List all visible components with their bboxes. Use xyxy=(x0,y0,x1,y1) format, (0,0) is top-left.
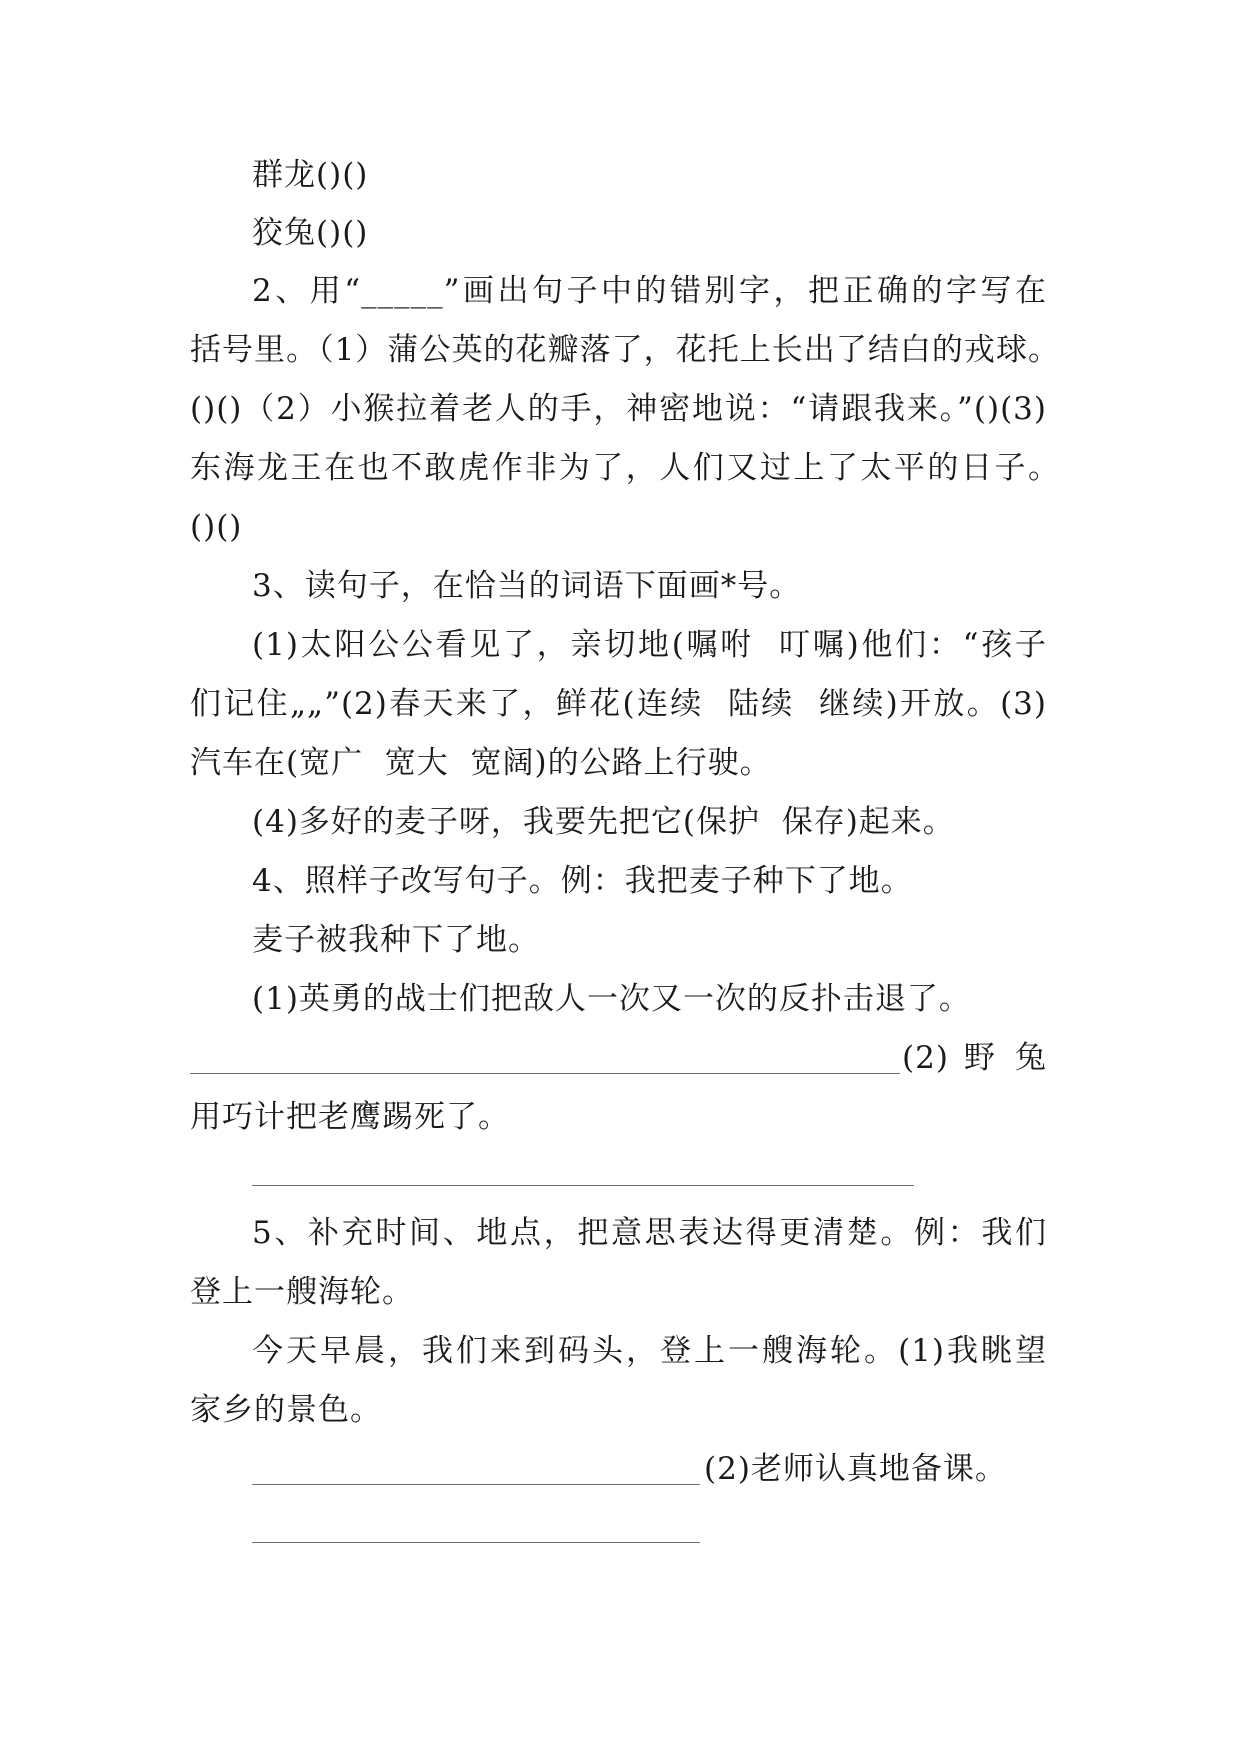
question-3-prompt: 3、读句子，在恰当的词语下面画*号。 xyxy=(252,568,802,604)
question-2-line-5: ()() xyxy=(190,509,243,545)
question-3-line-2: (1)太阳公公看见了，亲切地(嘱咐 叮嘱)他们：“孩子 xyxy=(252,627,1047,663)
question-4-item-2-end: 用巧计把老鹰踢死了。 xyxy=(190,1099,510,1135)
question-4-example: 麦子被我种下了地。 xyxy=(252,922,540,958)
answer-line-4[interactable] xyxy=(252,1542,700,1543)
text-line-1: 群龙()() xyxy=(252,157,369,193)
question-2-line-4: 东海龙王在也不敢虎作非为了，人们又过上了太平的日子。 xyxy=(190,450,1060,486)
question-5-item-2: (2)老师认真地备课。 xyxy=(704,1451,1007,1487)
answer-line-3[interactable] xyxy=(252,1484,700,1485)
question-5-item-1: 家乡的景色。 xyxy=(190,1392,382,1428)
text-line-2: 狡兔()() xyxy=(252,215,369,251)
question-4-item-1: (1)英勇的战士们把敌人一次又一次的反扑击退了。 xyxy=(252,981,971,1017)
question-3-line-3: 们记住„„”(2)春天来了，鲜花(连续 陆续 继续)开放。(3) xyxy=(190,686,1047,722)
question-5-example: 今天早晨，我们来到码头，登上一艘海轮。(1)我眺望 xyxy=(252,1333,1047,1369)
question-3-line-5: (4)多好的麦子呀，我要先把它(保护 保存)起来。 xyxy=(252,804,955,840)
question-4-prompt: 4、照样子改写句子。例：我把麦子种下了地。 xyxy=(252,863,913,899)
question-5-line-2: 登上一艘海轮。 xyxy=(190,1274,414,1310)
answer-line-2[interactable] xyxy=(252,1185,914,1186)
question-2-line-3: ()()（2）小猴拉着老人的手，神密地说：“请跟我来。”()(3) xyxy=(190,391,1047,427)
question-3-line-4: 汽车在(宽广 宽大 宽阔)的公路上行驶。 xyxy=(190,745,772,781)
question-2-line-2: 括号里。（1）蒲公英的花瓣落了，花托上长出了结白的戎球。 xyxy=(190,332,1060,368)
question-2-prompt: 2、用“_____”画出句子中的错别字，把正确的字写在 xyxy=(252,273,1047,309)
question-5-prompt: 5、补充时间、地点，把意思表达得更清楚。例：我们 xyxy=(252,1215,1047,1251)
question-4-item-2-start: (2) 野 兔 xyxy=(902,1040,1047,1076)
answer-line-1[interactable] xyxy=(190,1073,900,1074)
